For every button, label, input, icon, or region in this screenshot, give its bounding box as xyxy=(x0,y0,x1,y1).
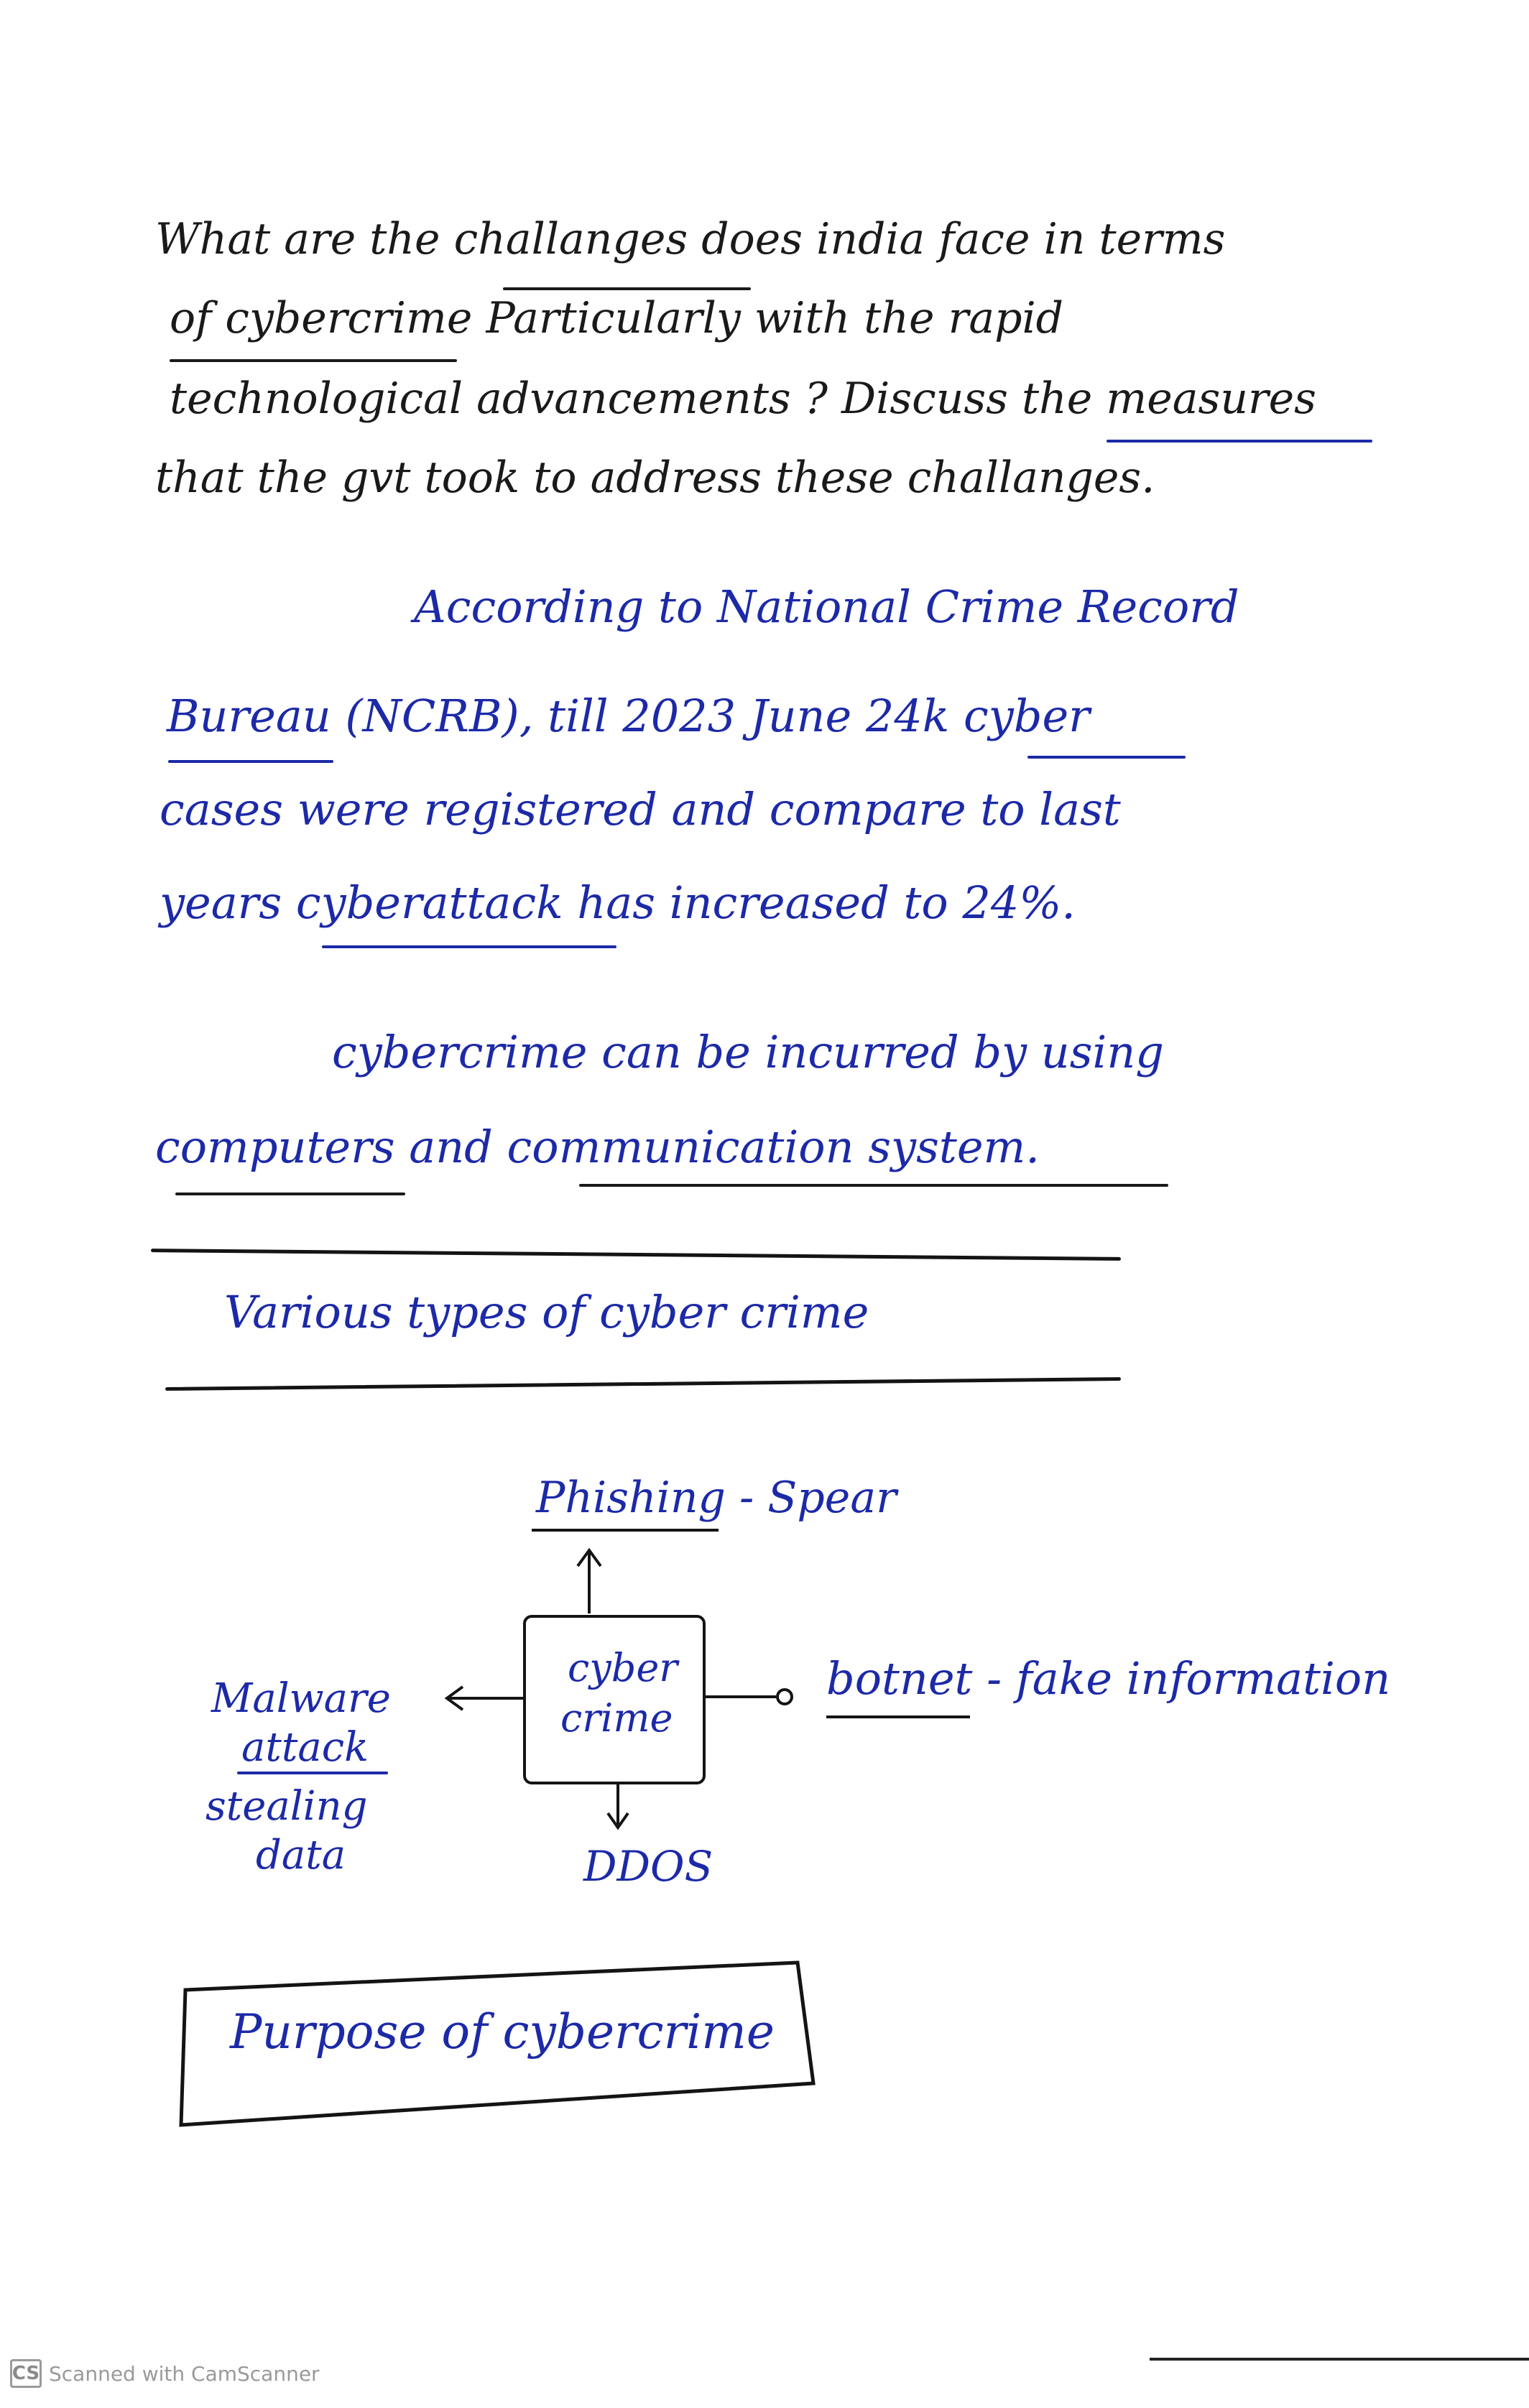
footer-rule xyxy=(1150,2358,1529,2361)
answer-p2-line-2: computers and communication system. xyxy=(155,1121,1040,1173)
diagram-left-line-2: attack xyxy=(241,1724,369,1771)
diagram-right-label: botnet - fake information xyxy=(826,1652,1391,1705)
answer-p1-line-2: Bureau (NCRB), till 2023 June 24k cyber xyxy=(167,690,1090,742)
question-line-4: that the gvt took to address these challanges. xyxy=(155,453,1155,503)
diagram-left-line-1: Malware xyxy=(211,1675,391,1722)
diagram-center-line-1: cyber xyxy=(568,1645,678,1690)
answer-p1-line-3: cases were registered and compare to last xyxy=(160,783,1121,835)
diagram-top-label: Phishing - Spear xyxy=(536,1473,897,1523)
question-line-3: technological advancements ? Discuss the measures xyxy=(170,374,1316,424)
answer-p1-line-1: According to National Crime Record xyxy=(414,580,1239,633)
purpose-heading: Purpose of cybercrime xyxy=(230,2004,775,2060)
question-line-1: What are the challanges does india face in terms xyxy=(155,214,1226,264)
camscanner-footer xyxy=(10,2359,320,2388)
diagram-center-line-2: crime xyxy=(560,1695,673,1741)
camscanner-logo-icon: CS xyxy=(10,2359,42,2388)
diagram-left-line-3: stealing xyxy=(205,1783,368,1830)
diagram-left-line-4: data xyxy=(256,1832,346,1879)
answer-p2-line-1: cybercrime can be incurred by using xyxy=(332,1026,1164,1078)
answer-p1-line-4: years cyberattack has increased to 24%. xyxy=(160,876,1076,929)
heading-types-of-cybercrime: Various types of cyber crime xyxy=(224,1286,869,1338)
camscanner-footer-text: Scanned with CamScanner xyxy=(49,2361,320,2386)
arrow-right-end xyxy=(777,1690,792,1704)
diagram-bottom-label: DDOS xyxy=(583,1842,713,1891)
underline-malware-attack xyxy=(237,1772,388,1774)
question-line-2: of cybercrime Particularly with the rapid xyxy=(170,293,1064,343)
